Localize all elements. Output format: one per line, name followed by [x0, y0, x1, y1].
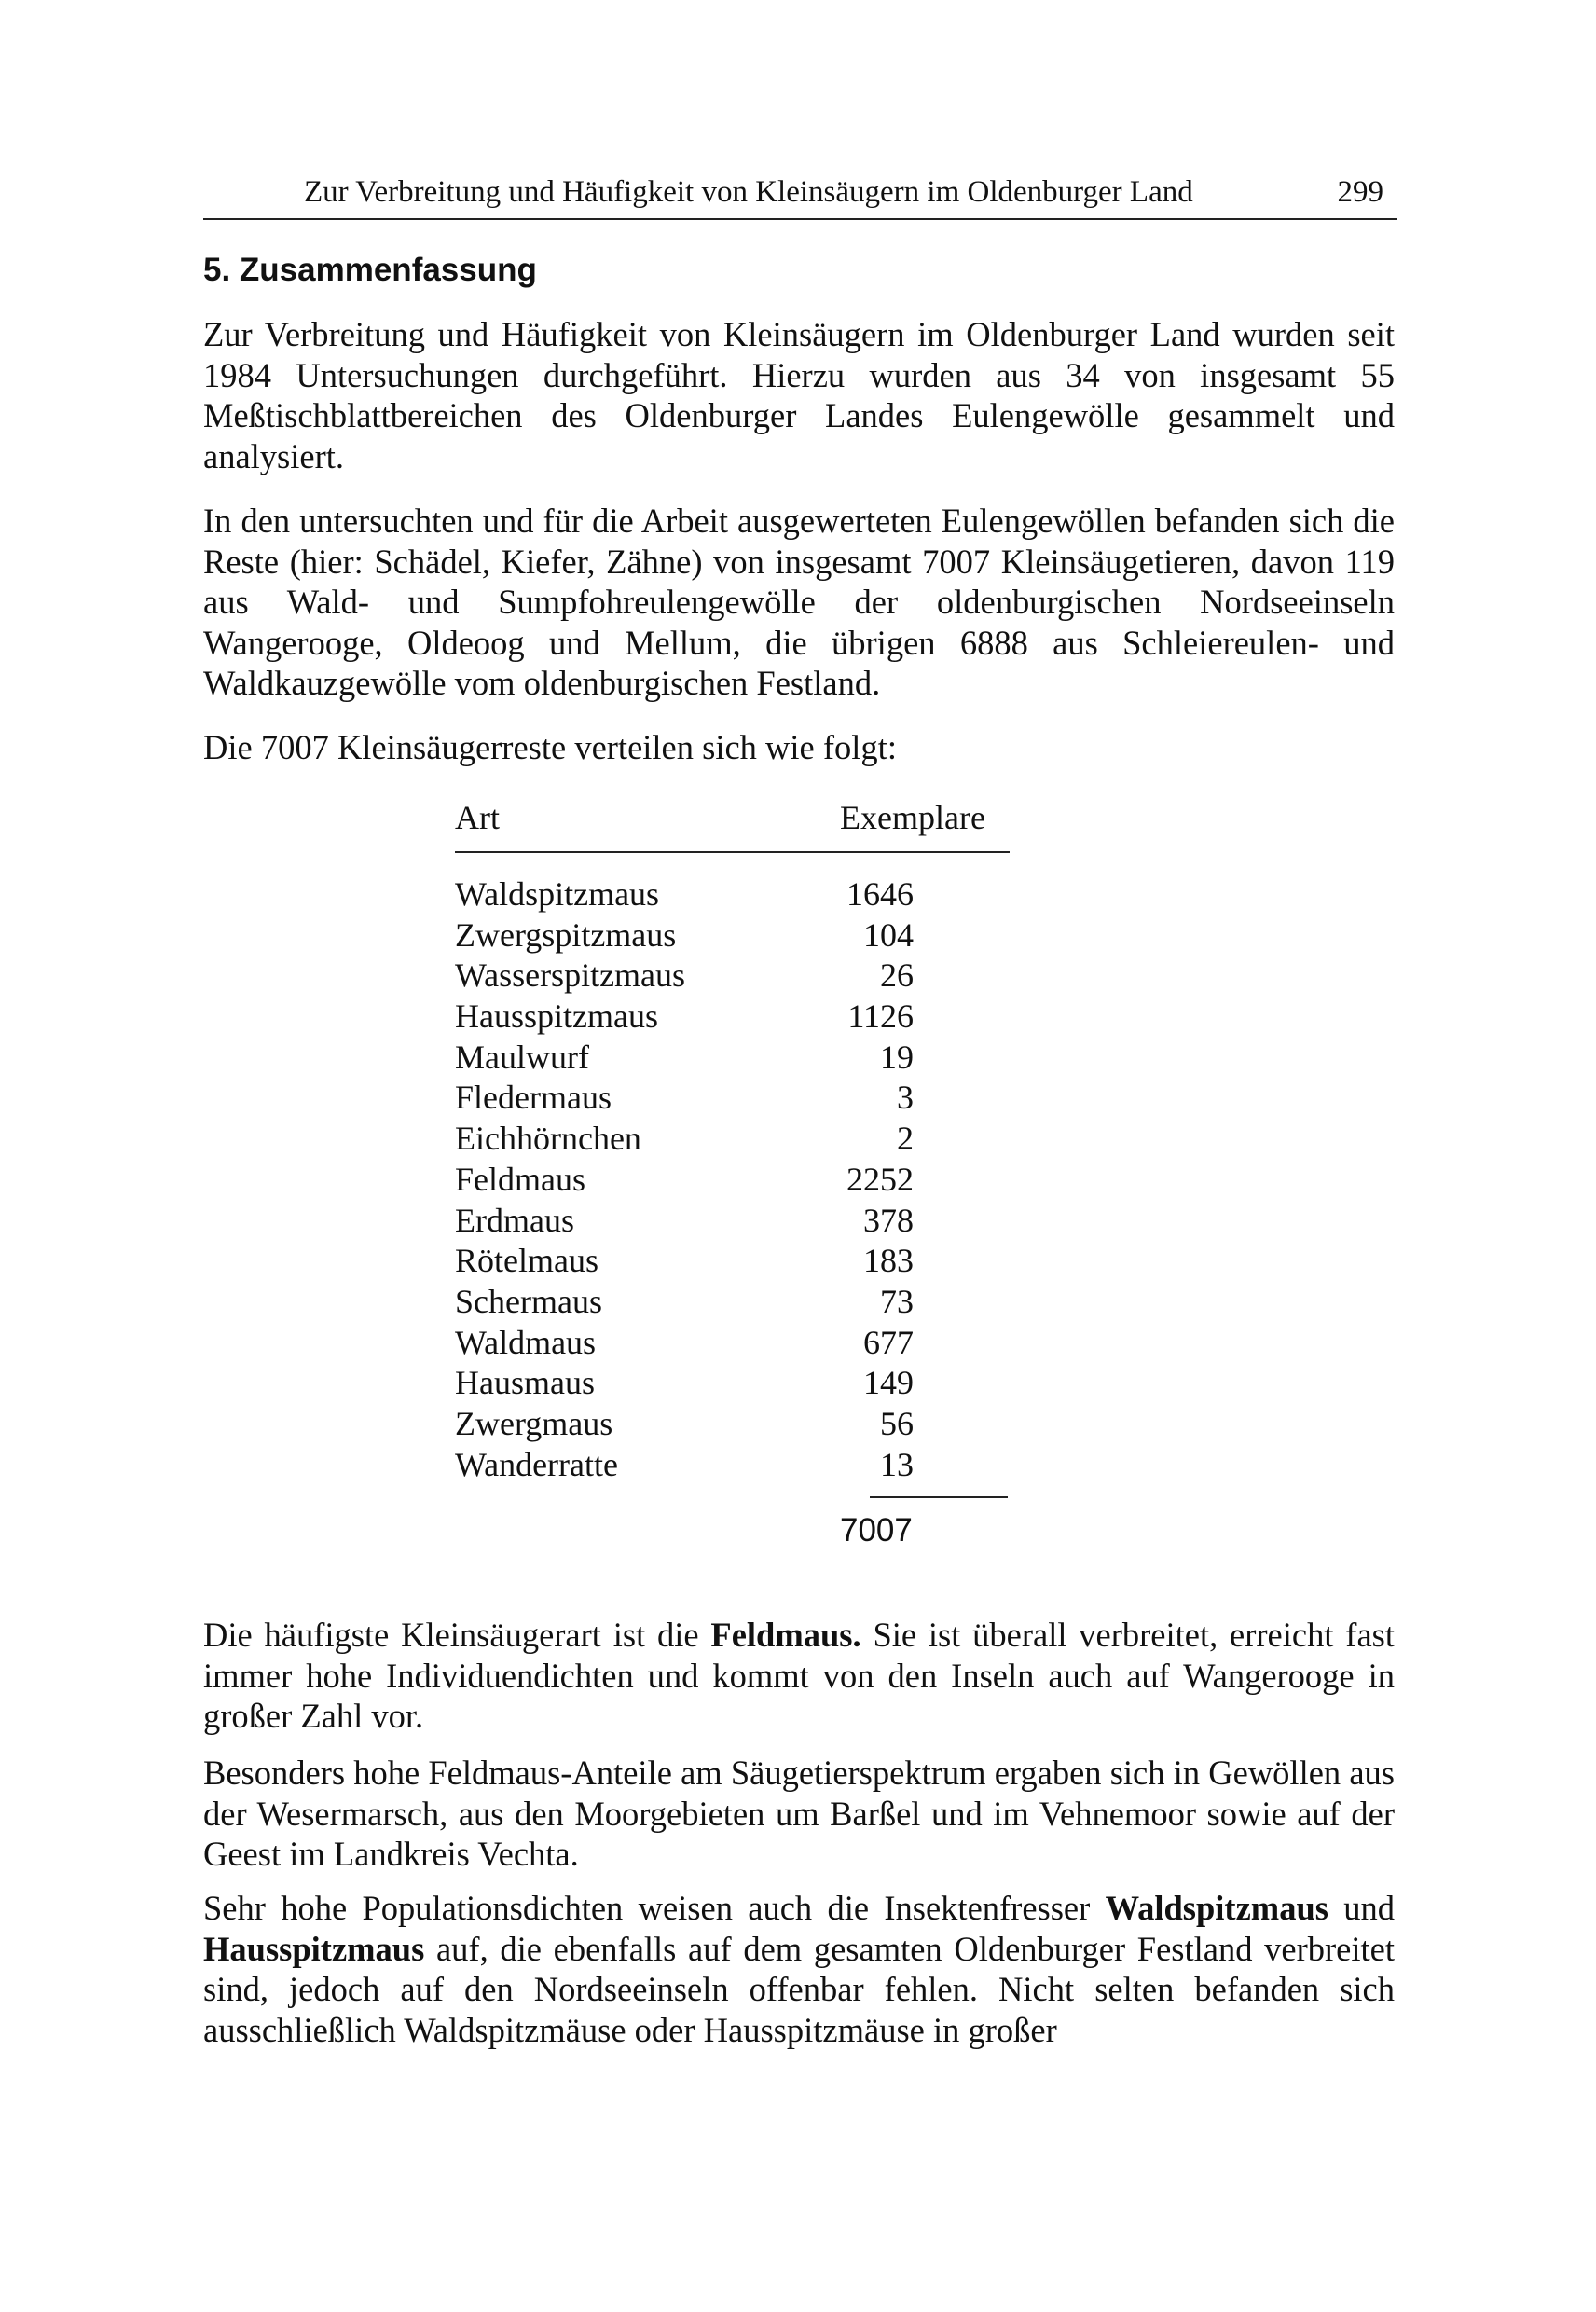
table-row: [455, 956, 1010, 997]
species-count: 378: [863, 1201, 914, 1239]
table-row: [455, 1282, 1010, 1323]
species-count: 1126: [847, 998, 914, 1036]
column-header-count: Exemplare: [840, 799, 985, 836]
species-count: 73: [880, 1282, 914, 1320]
table-header-row: [455, 798, 1010, 853]
paragraph-pellet-remains: In den untersuchten und für die Arbeit ausgewerteten Eulengewöllen befanden sich die Reste (hier: Schädel, Kiefer, Zähne) von insgesamt 7007 Kleinsäugetieren, davon 119 aus Wald- und Sumpfohreulengewölle der oldenburgischen Nordseeinseln Wangerooge, Oldeoog und Mellum, die übrigen 6888 aus Schleiereulen- und Waldkauzgewölle vom oldenburgischen Festland.: [203, 502, 1395, 702]
species-name: Zwergmaus: [455, 1404, 613, 1442]
table-row: [455, 1078, 1010, 1119]
species-name: Schermaus: [455, 1282, 602, 1320]
text-segment: Sie ist überall verbreitet, erreicht fast immer hohe Individuendichten und kommt von den Inseln auch auf Wangerooge in großer Zahl vor.: [203, 1616, 1395, 1735]
table-row: [455, 874, 1010, 915]
species-count: 19: [880, 1038, 914, 1076]
table-row: [455, 997, 1010, 1038]
species-name: Waldmaus: [455, 1323, 597, 1361]
table-total: 7007: [840, 1512, 913, 1548]
species-count: 3: [897, 1079, 914, 1117]
table-row: [455, 1160, 1010, 1201]
paragraph-feldmaus-regions: [203, 1753, 1395, 1875]
species-name: Feldmaus: [455, 1160, 585, 1198]
species-name: Rötelmaus: [455, 1242, 598, 1280]
paragraph-feldmaus: [203, 1615, 1395, 1737]
species-name: Waldspitzmaus: [455, 875, 660, 913]
species-count: 2252: [846, 1160, 914, 1198]
running-title: Zur Verbreitung und Häufigkeit von Kleinsäugern im Oldenburger Land: [304, 175, 1193, 209]
table-row: [455, 1445, 1010, 1486]
paragraph-spitzmaus: [203, 1888, 1395, 2050]
text-segment: auf, die ebenfalls auf dem gesamten Oldenburger Festland verbreitet sind, jedoch auf den Nordseeinseln offenbar fehlen. Nicht selten befanden sich ausschließlich Waldspitzmäuse oder Hausspitzmäuse in großer: [203, 1929, 1395, 2049]
species-count-table: [455, 798, 1010, 1548]
species-count: 26: [880, 956, 914, 995]
text-segment: Besonders hohe Feldmaus-Anteile am Säugetierspektrum ergaben sich in Gewöllen aus der Wesermarsch, aus den Moorgebieten um Barßel und im Vehnemoor sowie auf der Geest im Landkreis Vechta.: [203, 1754, 1395, 1873]
table-body: [455, 874, 1010, 1485]
species-name: Eichhörnchen: [455, 1120, 641, 1158]
species-name: Hausspitzmaus: [455, 998, 658, 1036]
emphasized-term: Waldspitzmaus: [1105, 1889, 1328, 1927]
column-header-species: Art: [455, 799, 500, 836]
emphasized-term: Hausspitzmaus: [203, 1929, 425, 1968]
table-row: [455, 1323, 1010, 1364]
text-segment: Die häufigste Kleinsäugerart ist die: [203, 1616, 711, 1654]
paragraph-summary-intro: Zur Verbreitung und Häufigkeit von Kleinsäugern im Oldenburger Land wurden seit 1984 Untersuchungen durchgeführt. Hierzu wurden aus 34 von insgesamt 55 Meßtischblattbereichen des Oldenburger Landes Eulengewölle gesammelt und analysiert.: [203, 315, 1395, 475]
species-count: 183: [863, 1242, 914, 1280]
species-name: Erdmaus: [455, 1201, 574, 1239]
species-name: Maulwurf: [455, 1038, 589, 1076]
text-segment: und: [1328, 1889, 1396, 1927]
running-header: [203, 170, 1396, 220]
table-row: [455, 915, 1010, 956]
species-count: 2: [897, 1120, 914, 1158]
text-segment: Sehr hohe Populationsdichten weisen auch die Insektenfresser: [203, 1889, 1106, 1927]
paragraph-distribution-intro: Die 7007 Kleinsäugerreste verteilen sich wie folgt:: [203, 728, 897, 766]
table-row: [455, 1404, 1010, 1445]
table-row: [455, 1241, 1010, 1282]
section-heading: 5. Zusammenfassung: [203, 252, 537, 288]
species-name: Wanderratte: [455, 1445, 618, 1483]
species-name: Wasserspitzmaus: [455, 956, 686, 995]
species-name: Hausmaus: [455, 1364, 595, 1402]
emphasized-term: Feldmaus.: [710, 1616, 861, 1654]
table-row: [455, 1119, 1010, 1160]
species-count: 104: [863, 915, 914, 954]
species-count: 56: [880, 1404, 914, 1442]
species-name: Fledermaus: [455, 1079, 612, 1117]
species-name: Zwergspitzmaus: [455, 915, 677, 954]
sum-rule: [870, 1496, 1008, 1498]
table-row: [455, 1038, 1010, 1079]
species-count: 677: [863, 1323, 914, 1361]
species-count: 149: [863, 1364, 914, 1402]
table-row: [455, 1363, 1010, 1404]
species-count: 1646: [846, 875, 914, 913]
species-count: 13: [880, 1445, 914, 1483]
page-number: 299: [1337, 175, 1383, 209]
table-row: [455, 1201, 1010, 1242]
